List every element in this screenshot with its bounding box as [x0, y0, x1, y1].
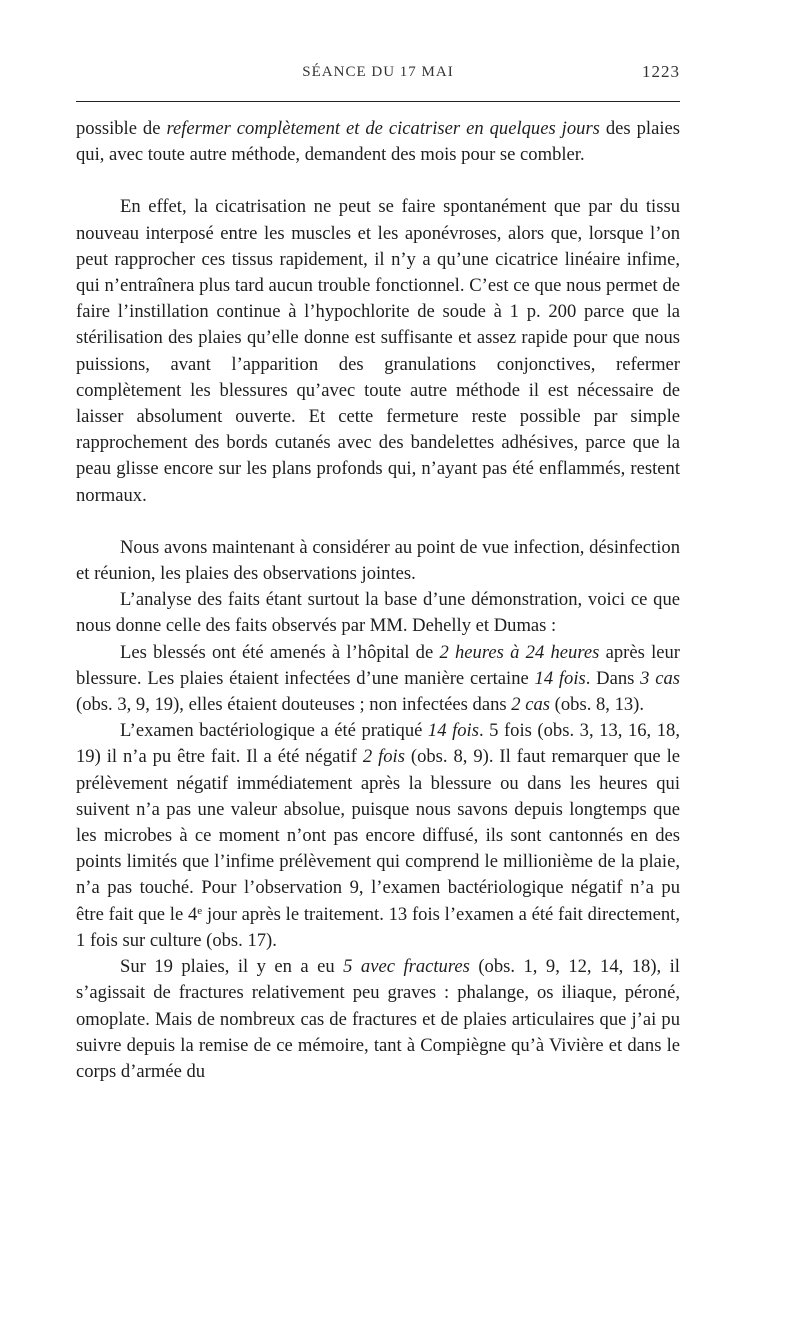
italic-text: 2 cas	[511, 694, 551, 716]
page-number: 1223	[642, 62, 680, 81]
text-run: Nous avons maintenant à considérer au point de vue infection, désinfection et réunion, les plaies des observations jointes.	[76, 536, 680, 585]
superscript: e	[197, 904, 203, 917]
italic-text: 5 avec fractures	[343, 956, 470, 978]
paragraph-infection	[76, 535, 680, 587]
italic-text: 14 fois	[427, 720, 479, 742]
paragraph-examen	[76, 718, 680, 954]
text-run: (obs. 8, 13).	[550, 694, 645, 716]
text-run: L’analyse des faits étant surtout la base d’une démonstration, voici ce que nous donne celle des faits observés par MM. Dehelly et Dumas :	[76, 589, 680, 637]
body-text	[76, 116, 680, 1085]
text-run: (obs. 1, 9, 12, 14, 18), il s’agissait de fractures relativement peu graves : phalange, os iliaque, péroné, omoplate. Mais de nombreux cas de fractures et de plaies articulaires que j’ai pu suivre depuis la remise de ce mémoire, tant à Compiègne qu’à Vivière et dans le corps d’armée du	[76, 956, 680, 1082]
book-page	[76, 0, 680, 1324]
text-run: Sur 19 plaies, il y en a eu	[120, 956, 344, 978]
italic-text: 3 cas	[640, 667, 680, 689]
italic-text: refermer complètement et de cicatriser en quelques jours	[166, 118, 600, 139]
paragraph-cicatrisation	[76, 194, 680, 508]
text-run: des plaies qui, avec toute autre méthode, demandent des mois pour se combler.	[76, 118, 681, 166]
text-run: après leur blessure. Les plaies étaient infectées d’une manière certaine	[76, 641, 680, 689]
page-header	[76, 62, 680, 88]
italic-text: 2 heures à 24 heures	[439, 641, 600, 663]
text-run: . Dans	[585, 667, 641, 689]
text-run: L’examen bactériologique a été pratiqué	[120, 720, 428, 742]
text-run: (obs. 3, 9, 19), elles étaient douteuses ; non infectées dans	[76, 694, 512, 716]
text-run: possible de	[76, 118, 167, 139]
italic-text: 14 fois	[534, 667, 586, 689]
text-run: (obs. 8, 9). Il faut remarquer que le prélèvement négatif immédiatement après la blessure ou dans les heures qui suivent n’a pas une valeur absolue, puisque nous savons depuis longtemps que les microbes à ce moment n’ont pas encore diffusé, ils sont cantonnés en des points limités que l’infime prélèvement qui comprend le millionième de la plaie, n’a pas touché. Pour l’observation 9, l’examen bactériologique négatif n’a pu être fait que le 4	[76, 746, 680, 925]
italic-text: 2 fois	[362, 746, 405, 768]
paragraph-fractures	[76, 954, 680, 1085]
text-run: . 5 fois (obs. 3, 13, 16, 18, 19) il n’a pu être fait. Il a été négatif	[76, 720, 680, 768]
paragraph-continuation	[76, 116, 680, 168]
paragraph-analyse	[76, 587, 680, 639]
text-run: jour après le traitement. 13 fois l’examen a été fait directement, 1 fois sur culture (obs. 17).	[76, 903, 680, 951]
paragraph-blesses	[76, 640, 680, 719]
text-run: En effet, la cicatrisation ne peut se faire spontanément que par du tissu nouveau interposé entre les muscles et les aponévroses, alors que, lorsque l’on peut rapprocher ces tissus rapidement, il n’y a qu’une cicatrice linéaire infime, qui n’entraînera plus tard aucun trouble fonctionnel. C’est ce que nous permet de faire l’instillation continue à l’hypochlorite de soude à 1 p. 200 parce que la stérilisation des plaies qu’elle donne est suffisante et assez rapide pour que nous puissions, avant l’apparition des granulations conjonctives, refermer complètement les blessures qu’avec toute autre méthode il est nécessaire de laisser absolument ouverte. Et cette fermeture reste possible par simple rapprochement des bords cutanés avec des bandelettes adhésives, parce que la peau glisse encore sur les plans profonds qui, n’ayant pas été enflammés, restent normaux.	[76, 196, 680, 506]
header-rule	[76, 101, 680, 102]
running-title: SÉANCE DU 17 MAI	[302, 64, 454, 80]
text-run: Les blessés ont été amenés à l’hôpital de	[120, 641, 440, 663]
